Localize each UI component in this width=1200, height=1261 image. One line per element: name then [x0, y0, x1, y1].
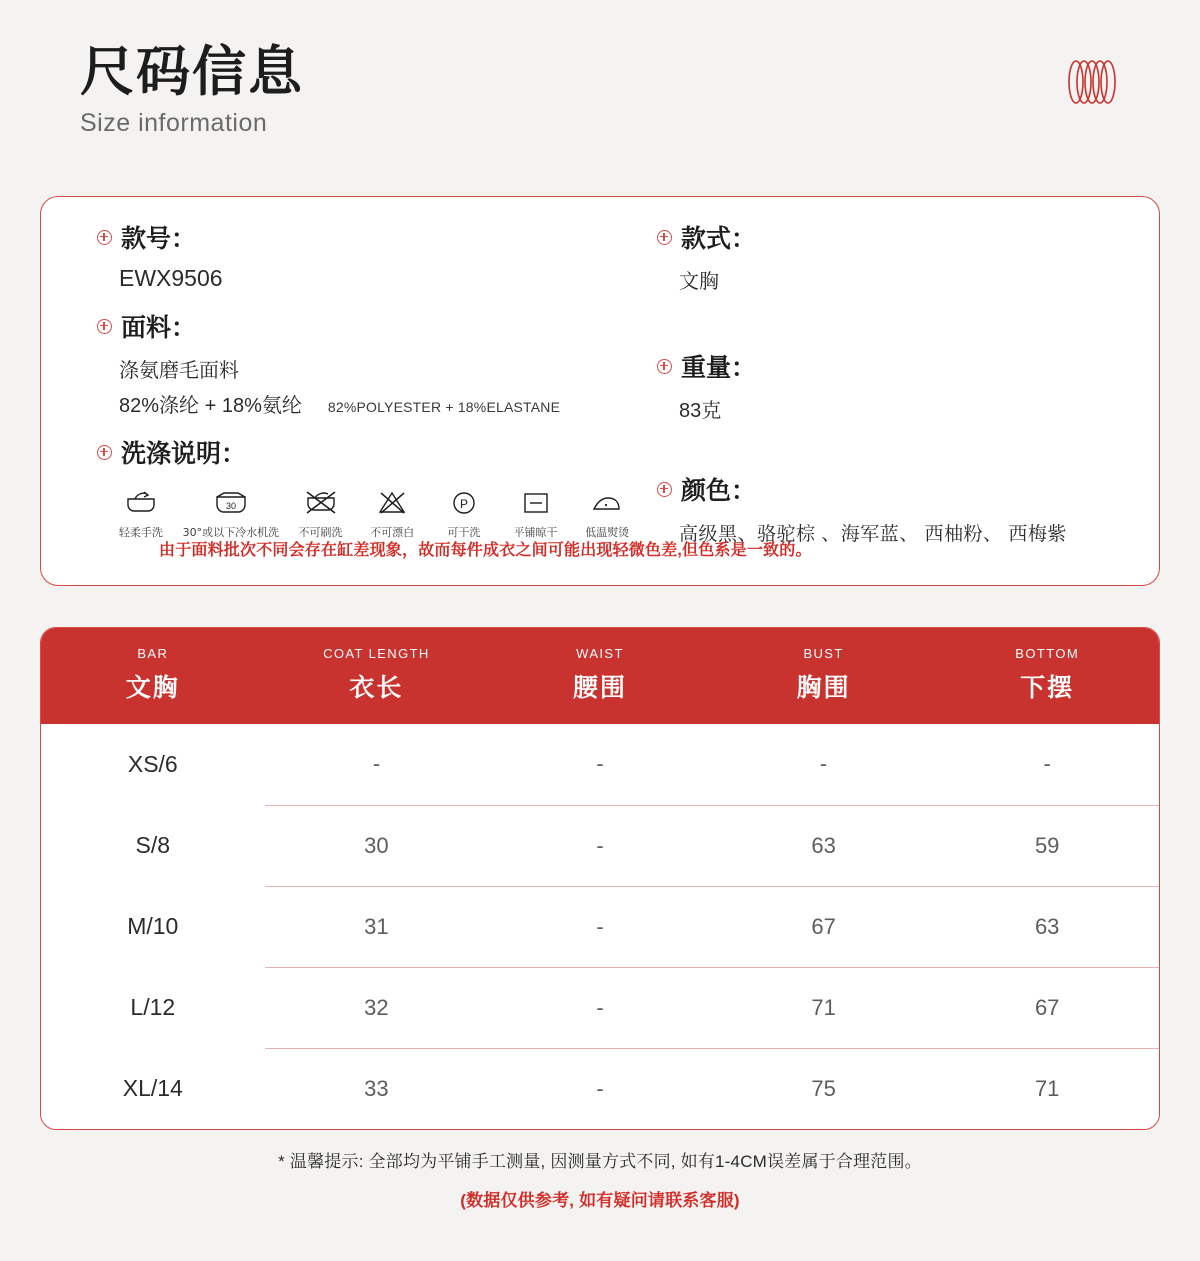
- col-header-coat-length-en: COAT LENGTH: [323, 646, 430, 661]
- field-color-value: 高级黑、骆驼棕 、海军蓝、 西柚粉、 西梅紫: [679, 524, 1067, 545]
- col-header-coat-length-cn: 衣长: [349, 673, 404, 702]
- cell-bottom: 59: [935, 805, 1159, 886]
- wash-caption: 平铺晾干: [513, 526, 558, 539]
- wash-item-flat-dry: [506, 486, 566, 540]
- table-row: [41, 886, 1159, 967]
- field-style-no-value: EWX9506: [119, 265, 223, 291]
- wash-caption: 不可刷洗: [298, 526, 343, 539]
- color-variance-notice: 由于面料批次不同会存在缸差现象，故而每件成衣之间可能出现轻微色差,但色系是一致的。: [159, 542, 812, 559]
- product-info-card: [40, 196, 1160, 586]
- cell-coat-length: 33: [364, 1075, 389, 1101]
- wash-item-dry-clean: [434, 486, 494, 540]
- field-color: [657, 471, 1117, 546]
- fabric-composition-en: 82%POLYESTER + 18%ELASTANE: [327, 399, 561, 415]
- table-row: [41, 724, 1159, 805]
- cell-coat-length: 31: [265, 886, 489, 967]
- size-table-card: [40, 627, 1160, 1130]
- field-fabric-label: [97, 308, 637, 344]
- cell-bust: 67: [712, 886, 936, 967]
- page-footer: [0, 1147, 1200, 1211]
- field-category-value: 文胸: [679, 271, 719, 293]
- col-header-bar-en: BAR: [137, 646, 169, 661]
- cell-waist: -: [488, 724, 712, 805]
- low-iron-icon: [577, 486, 637, 520]
- col-header-bust-cn: 胸围: [796, 673, 851, 702]
- size-table-header-row: [41, 628, 1159, 724]
- col-header-waist-en: WAIST: [576, 646, 624, 661]
- field-color-label: [657, 471, 1117, 507]
- size-table: [41, 628, 1159, 1129]
- cell-bottom: -: [935, 724, 1159, 805]
- size-table-header: [41, 628, 1159, 724]
- col-header-waist: [488, 628, 712, 724]
- wash-item-no-brush: [291, 486, 351, 540]
- plus-circle-icon: [97, 319, 112, 334]
- no-bleach-icon: [362, 486, 422, 520]
- wash-item-no-bleach: [362, 486, 422, 540]
- cell-size: L/12: [130, 994, 176, 1020]
- field-fabric: [97, 308, 637, 418]
- dry-clean-p-icon: [434, 486, 494, 520]
- cell-size: XL/14: [122, 1075, 183, 1101]
- plus-circle-icon: [657, 230, 672, 245]
- footer-measurement-note: * 温馨提示: 全部均为平铺手工测量, 因测量方式不同, 如有1-4CM误差属于合理范围。: [278, 1152, 922, 1171]
- svg-text:P: P: [459, 497, 468, 511]
- field-fabric-value: 涤氨磨毛面料: [119, 360, 239, 382]
- page-header: [80, 40, 304, 138]
- field-wash-instructions: [97, 434, 637, 540]
- cell-bust: -: [712, 724, 936, 805]
- hand-wash-icon: [111, 486, 171, 520]
- table-row: [41, 1048, 1159, 1129]
- cell-bottom: 67: [935, 967, 1159, 1048]
- wash-item-machine-wash: [183, 486, 279, 540]
- info-left-column: [97, 219, 637, 556]
- brand-logo-icon: [1062, 56, 1122, 108]
- info-right-column: [657, 219, 1117, 562]
- field-weight-value: 83克: [679, 400, 722, 422]
- wash-caption: 低温熨烫: [585, 526, 630, 539]
- size-table-body: [41, 724, 1159, 1129]
- wash-caption: 可干洗: [447, 526, 481, 539]
- footer-disclaimer: (数据仅供参考, 如有疑问请联系客服): [460, 1191, 740, 1210]
- cell-bust: 63: [712, 805, 936, 886]
- field-weight-label-text: 重量：: [681, 353, 757, 382]
- table-row: [41, 805, 1159, 886]
- fabric-composition: [119, 389, 637, 418]
- cell-coat-length: 32: [265, 967, 489, 1048]
- fabric-composition-cn: 82%涤纶 + 18%氨纶: [119, 395, 302, 417]
- col-header-coat-length: [265, 628, 489, 724]
- flat-dry-icon: [506, 486, 566, 520]
- plus-circle-icon: [97, 445, 112, 460]
- wash-item-low-iron: [577, 486, 637, 540]
- cell-waist: -: [596, 1075, 604, 1101]
- field-category-label: [657, 219, 1117, 255]
- no-brush-icon: [291, 486, 351, 520]
- field-style-no: [97, 219, 637, 292]
- col-header-bar: [41, 628, 265, 724]
- field-category-label-text: 款式：: [681, 224, 757, 253]
- wash-caption: 30°或以下冷水机洗: [182, 526, 280, 539]
- cell-coat-length: -: [265, 724, 489, 805]
- cell-bottom: 63: [935, 886, 1159, 967]
- field-weight: [657, 348, 1117, 423]
- cell-bust: 71: [712, 967, 936, 1048]
- col-header-bust-en: BUST: [803, 646, 844, 661]
- field-wash-label: [97, 434, 637, 470]
- col-header-bottom: [935, 628, 1159, 724]
- col-header-bust: [712, 628, 936, 724]
- cell-waist: -: [488, 886, 712, 967]
- plus-circle-icon: [97, 230, 112, 245]
- wash-item-hand-wash: [111, 486, 171, 540]
- cell-size: XS/6: [127, 751, 178, 777]
- page-title: 尺码信息: [80, 40, 304, 103]
- field-style-no-label: [97, 219, 637, 255]
- cell-bust: 75: [811, 1075, 836, 1101]
- wash-icon-row: [111, 486, 637, 540]
- cell-waist: -: [488, 967, 712, 1048]
- field-style-no-label-text: 款号：: [121, 224, 197, 253]
- cell-coat-length: 30: [265, 805, 489, 886]
- table-row: [41, 967, 1159, 1048]
- field-category: [657, 219, 1117, 294]
- col-header-bottom-en: BOTTOM: [1015, 646, 1080, 661]
- wash-caption: 不可漂白: [370, 526, 415, 539]
- plus-circle-icon: [657, 482, 672, 497]
- field-weight-label: [657, 348, 1117, 384]
- cell-size: S/8: [135, 832, 171, 858]
- field-wash-label-text: 洗涤说明：: [121, 439, 247, 468]
- col-header-bottom-cn: 下摆: [1020, 673, 1075, 702]
- col-header-waist-cn: 腰围: [572, 673, 627, 702]
- svg-text:30: 30: [225, 501, 236, 511]
- field-fabric-label-text: 面料：: [121, 313, 197, 342]
- cell-size: M/10: [127, 913, 179, 939]
- machine-wash-30-icon: [183, 486, 279, 520]
- cell-bottom: 71: [1034, 1075, 1060, 1101]
- col-header-bar-cn: 文胸: [125, 673, 180, 702]
- field-color-label-text: 颜色：: [681, 476, 757, 505]
- wash-caption: 轻柔手洗: [118, 526, 163, 539]
- page-subtitle: Size information: [80, 108, 268, 137]
- cell-waist: -: [488, 805, 712, 886]
- plus-circle-icon: [657, 359, 672, 374]
